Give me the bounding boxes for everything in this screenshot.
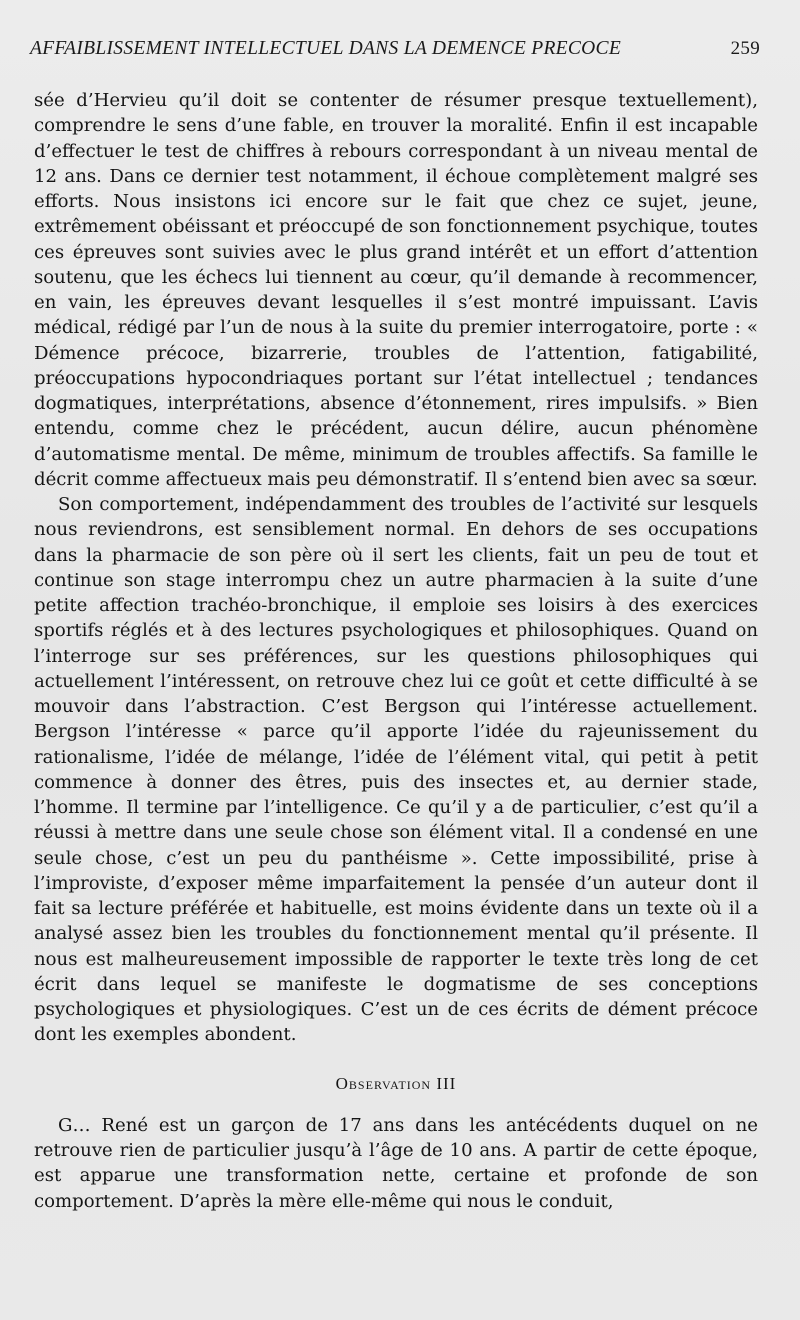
section-heading: Observation III [335,1073,457,1093]
running-title: AFFAIBLISSEMENT INTELLECTUEL DANS LA DEMENCE PRECOCE [30,38,622,59]
paragraph-3: G… René est un garçon de 17 ans dans les antécédents duquel on ne retrouve rien de particulier jusqu’à l’âge de 10 ans. A partir de cette époque, est apparue une transformation nette, certaine et profonde de son comportement. D’après la mère elle-même qui nous le conduit, [34,1114,758,1212]
page-number: 259 [730,38,760,59]
paragraph-2: Son comportement, indépendamment des troubles de l’activité sur lesquels nous reviendrons, est sensiblement normal. En dehors de ses occupations dans la pharmacie de son père où il sert les clients, fait un peu de tout et continue son stage interrompu chez un autre pharmacien à la suite d’une petite affection trachéo-bronchique, il emploie ses loisirs à des exercices sportifs réglés et à des lectures psychologiques et philosophiques. Quand on l’interroge sur ses préférences, sur les questions philosophiques qui actuellement l’intéressent, on retrouve chez lui ce goût et cette difficulté à se mouvoir dans l’abstraction. C’est Bergson qui l’intéresse actuellement. Bergson l’intéresse « parce qu’il apporte l’idée du rajeunissement du rationalisme, l’idée de mélange, l’idée de l’élément vital, qui petit à petit commence à donner des êtres, puis des insectes et, au dernier stade, l’homme. Il termine par l’intelligence. Ce qu’il y a de particulier, c’est qu’il a réussi à mettre dans une seule chose son élément vital. Il a condensé en une seule chose, c’est un peu du panthéisme ». Cette impossibilité, prise à l’improviste, d’exposer même imparfaitement la pensée d’un auteur dont il fait sa lecture préférée et habituelle, est moins évidente dans un texte où il a analysé assez bien les troubles du fonctionnement mental qu’il présente. Il nous est malheureusement impossible de rapporter le texte très long de cet écrit dans lequel se manifeste le dogmatisme de ses conceptions psychologiques et physiologiques. C’est un de ces écrits de dément précoce dont les exemples abondent. [34,494,758,1046]
paragraph-1: sée d’Hervieu qu’il doit se contenter de résumer presque textuellement), comprendre le sens d’une fable, en trouver la moralité. Enfin il est incapable d’effectuer le test de chiffres à rebours correspondant à un niveau mental de 12 ans. Dans ce dernier test notamment, il échoue complètement malgré ses efforts. Nous insistons ici encore sur le fait que chez ce sujet, jeune, extrêmement obéissant et préoccupé de son fonctionnement psychique, toutes ces épreuves sont suivies avec le plus grand intérêt et un effort d’attention soutenu, que les échecs lui tiennent au cœur, qu’il demande à recommencer, en vain, les épreuves devant lesquelles il s’est montré impuissant. L’avis médical, rédigé par l’un de nous à la suite du premier interrogatoire, porte : « Démence précoce, bizarrerie, troubles de l’attention, fatigabilité, préoccupations hypocondriaques portant sur l’état intellectuel ; tendances dogmatiques, interprétations, absence d’étonnement, rires impulsifs. » Bien entendu, comme chez le précédent, aucun délire, aucun phénomène d’automatisme mental. De même, minimum de troubles affectifs. Sa famille le décrit comme affectueux mais peu démonstratif. Il s’entend bien avec sa sœur. [34,90,758,490]
page-body [34,88,758,1214]
running-header [30,38,760,68]
